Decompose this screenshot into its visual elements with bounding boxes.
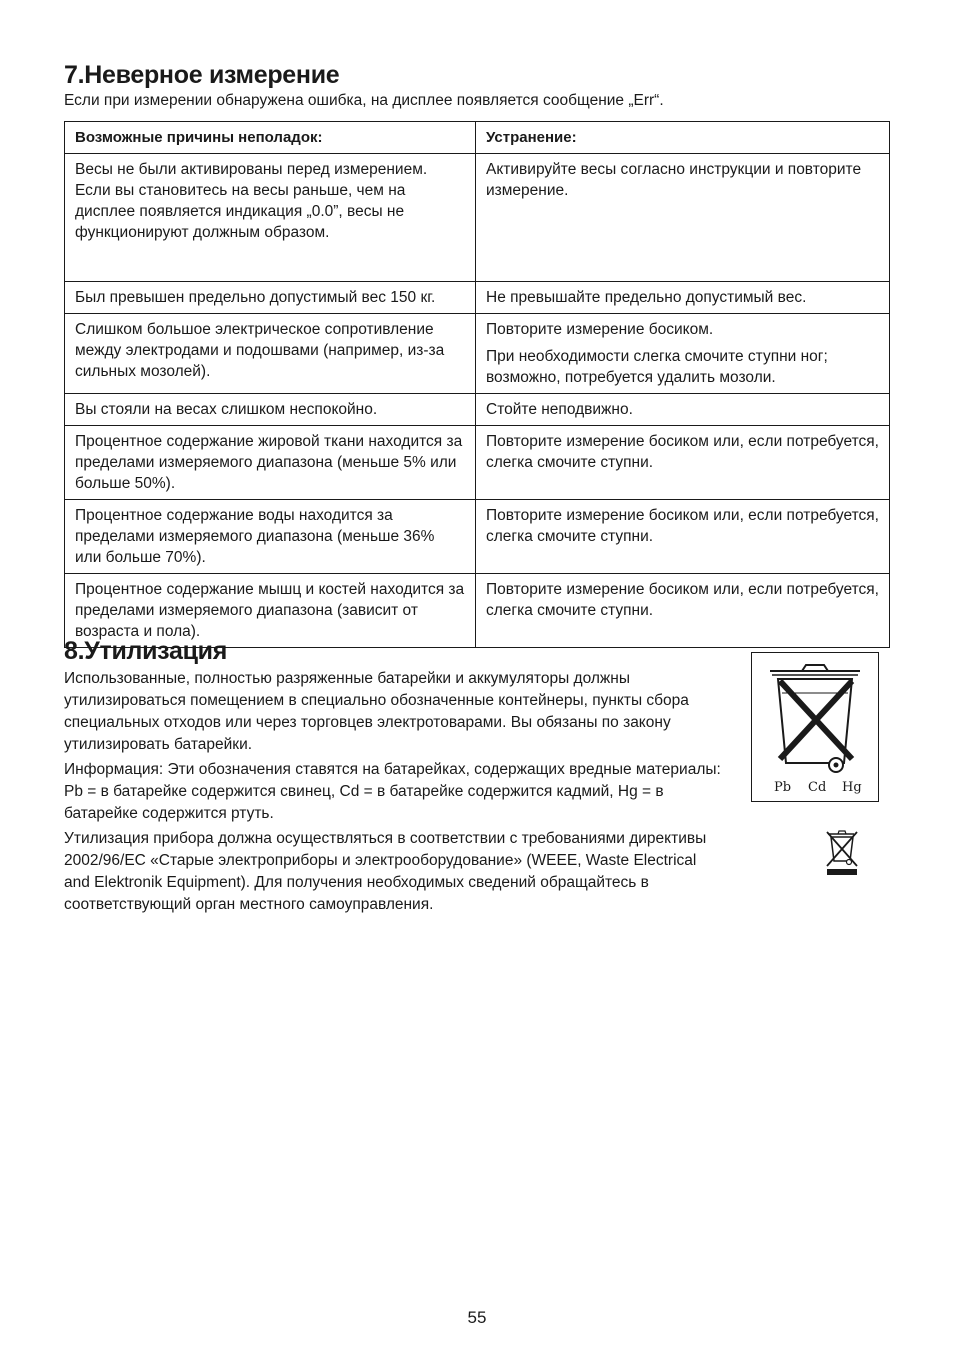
table-row bbox=[65, 426, 890, 500]
cause-cell: Весы не были активированы перед измерением. Если вы становитесь на весы раньше, чем на дисплее появляется индикация „0.0”, весы не функционируют должным образом. bbox=[65, 154, 476, 282]
fix-text: Не превышайте предельно допустимый вес. bbox=[486, 289, 807, 306]
cause-cell: Был превышен предельно допустимый вес 150 кг. bbox=[65, 282, 476, 314]
fix-cell bbox=[476, 154, 890, 282]
fix-text: Повторите измерение босиком или, если потребуется, слегка смочите ступни. bbox=[486, 507, 879, 545]
crossed-bin-icon bbox=[752, 653, 878, 801]
paragraph: Использованные, полностью разряженные батарейки и аккумуляторы должны утилизироваться помещением в специально обозначенные контейнеры, пункты сбора специальных отходов или через торговцев электротоварами. Вы обязаны по закону утилизировать батарейки. bbox=[64, 670, 689, 753]
section-7-intro: Если при измерении обнаружена ошибка, на дисплее появляется сообщение „Err“. bbox=[64, 92, 664, 109]
symbol-label-cd: Cd bbox=[808, 780, 827, 795]
cause-cell: Процентное содержание воды находится за пределами измеряемого диапазона (меньше 36% или больше 70%). bbox=[65, 500, 476, 574]
section-7-title: 7.Неверное измерение bbox=[64, 61, 340, 89]
fix-cell bbox=[476, 314, 890, 394]
fix-text: При необходимости слегка смочите ступни ног; возможно, потребуется удалить мозоли. bbox=[486, 348, 828, 386]
fix-cell bbox=[476, 426, 890, 500]
fix-cell bbox=[476, 394, 890, 426]
fix-text: Повторите измерение босиком. bbox=[486, 321, 714, 338]
symbol-label-hg: Hg bbox=[842, 780, 862, 795]
troubleshooting-table bbox=[64, 121, 890, 648]
fix-text: Повторите измерение босиком или, если потребуется, слегка смочите ступни. bbox=[486, 433, 879, 471]
section-8 bbox=[64, 636, 889, 919]
section-8-title: 8.Утилизация bbox=[64, 637, 227, 665]
header-causes: Возможные причины неполадок: bbox=[65, 122, 476, 154]
cause-cell: Слишком большое электрическое сопротивление между электродами и подошвами (например, из-за сильных мозолей). bbox=[65, 314, 476, 394]
table-row bbox=[65, 314, 890, 394]
header-fix: Устранение: bbox=[476, 122, 890, 154]
section-7 bbox=[64, 60, 889, 648]
table-row bbox=[65, 500, 890, 574]
fix-text: Повторите измерение босиком или, если потребуется, слегка смочите ступни. bbox=[486, 581, 879, 619]
table-row bbox=[65, 394, 890, 426]
fix-cell bbox=[476, 282, 890, 314]
fix-text: Стойте неподвижно. bbox=[486, 401, 633, 418]
table-row bbox=[65, 154, 890, 282]
weee-bin-icon bbox=[824, 828, 860, 876]
paragraph: Утилизация прибора должна осуществляться в соответствии с требованиями директивы 2002/96/EC «Старые электроприборы и электрооборудование» (WEEE, Waste Electrical and Elektronik Equipment). Для получения необходимых сведений обращайтесь в соответствующий орган местного самоуправления. bbox=[64, 830, 707, 913]
paragraph: Информация: Эти обозначения ставятся на батарейках, содержащих вредные материалы: Pb = в батарейке содержится свинец, Cd = в батарейке содержится кадмий, Hg = в батарейке содержится ртуть. bbox=[64, 761, 721, 822]
table-header-row bbox=[65, 122, 890, 154]
battery-disposal-symbol bbox=[751, 652, 879, 802]
cause-cell: Вы стояли на весах слишком неспокойно. bbox=[65, 394, 476, 426]
fix-text: Активируйте весы согласно инструкции и повторите измерение. bbox=[486, 161, 862, 199]
cause-cell: Процентное содержание жировой ткани находится за пределами измеряемого диапазона (меньше 5% или больше 50%). bbox=[65, 426, 476, 500]
fix-cell bbox=[476, 500, 890, 574]
weee-symbol bbox=[824, 828, 860, 876]
symbol-label-pb: Pb bbox=[774, 780, 792, 795]
table-row bbox=[65, 282, 890, 314]
section-8-text bbox=[64, 668, 724, 916]
cause-cell: Процентное содержание мышц и костей находится за пределами измеряемого диапазона (зависит от возраста и пола). bbox=[65, 574, 476, 648]
page-number: 55 bbox=[467, 1308, 487, 1327]
